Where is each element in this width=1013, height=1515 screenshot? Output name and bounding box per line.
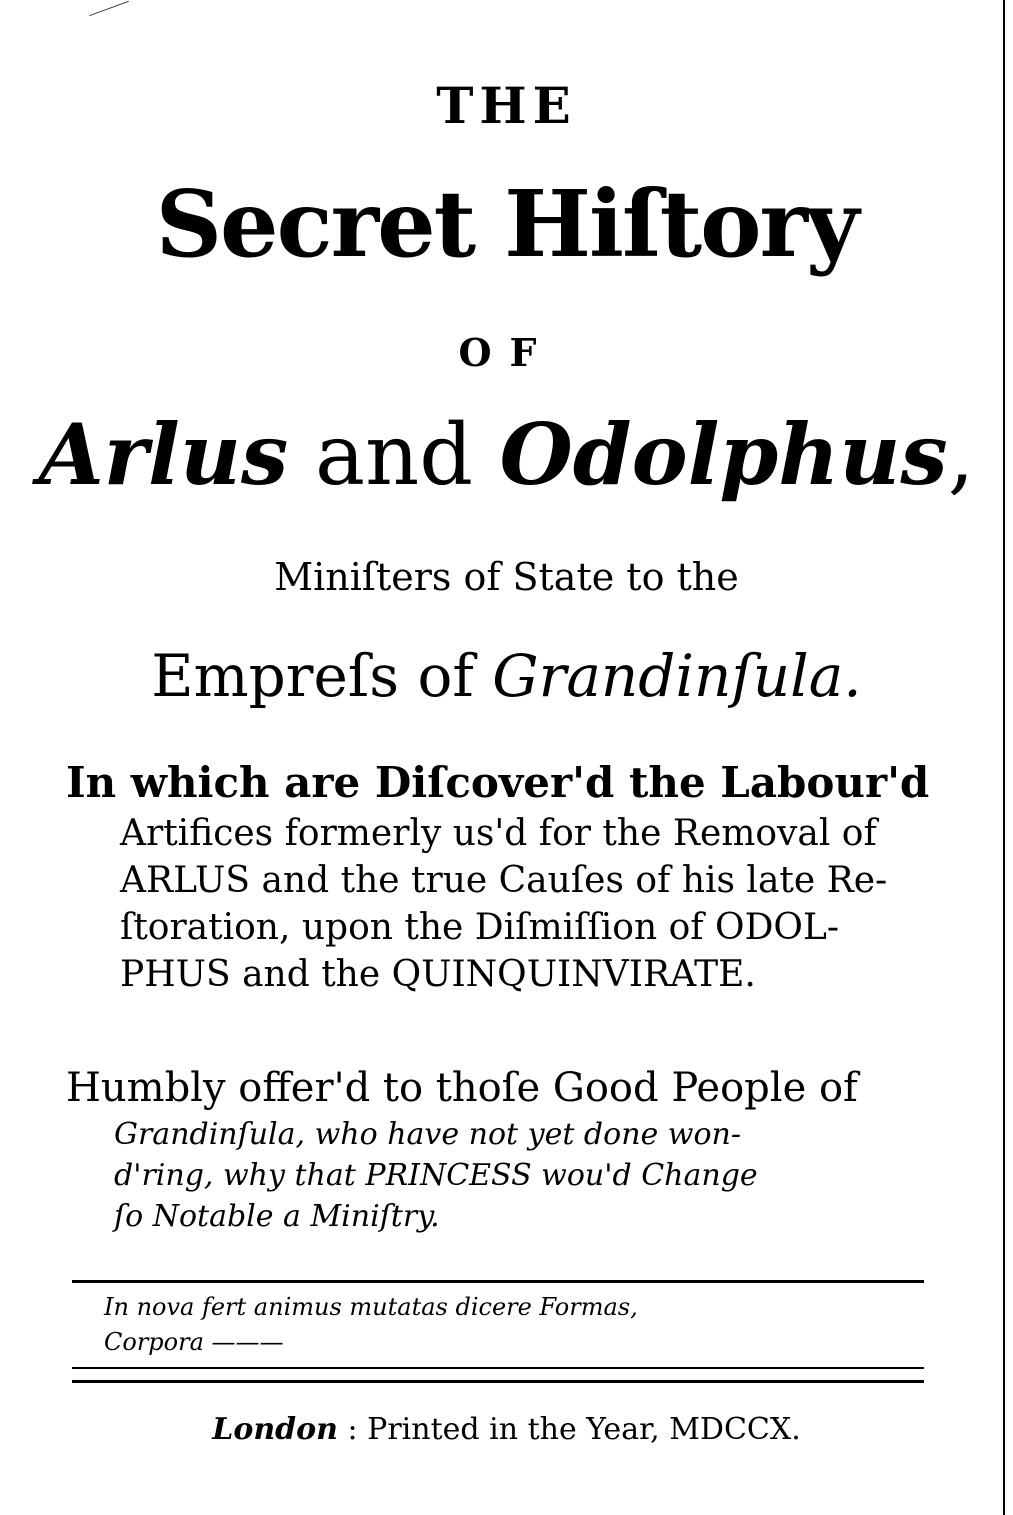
- divider-rule: [72, 1280, 924, 1283]
- divider-rule: [72, 1367, 924, 1369]
- imprint-city: London: [212, 1412, 338, 1447]
- description-line: In which are Diſcover'd the Labour'd: [66, 758, 930, 807]
- main-title: Secret Hiſtory: [155, 170, 858, 278]
- imprint-text: : Printed in the Year, MDCCX.: [347, 1412, 801, 1447]
- dedication-line: ſo Notable a Miniſtry.: [114, 1199, 440, 1234]
- corner-mark: [89, 1, 129, 16]
- divider-rule: [72, 1380, 924, 1383]
- motto-line: Corpora ———: [104, 1328, 284, 1356]
- name-arlus: Arlus: [38, 405, 289, 504]
- title-the: THE: [436, 76, 577, 135]
- description-line: PHUS and the QUINQUINVIRATE.: [120, 954, 756, 995]
- dedication-line: Humbly offer'd to thoſe Good People of: [66, 1065, 858, 1111]
- description-line: ſtoration, upon the Diſmiſſion of ODOL-: [120, 907, 840, 948]
- empress-place: Grandinſula.: [492, 642, 862, 710]
- subtitle-ministers: Miniſters of State to the: [274, 555, 739, 599]
- name-and: and: [315, 406, 473, 504]
- dedication-line: Grandinſula, who have not yet done won-: [114, 1117, 741, 1152]
- empress-prefix: Empreſs of: [151, 642, 474, 710]
- name-odolphus: Odolphus: [499, 405, 948, 504]
- motto-line: In nova fert animus mutatas dicere Formas,: [104, 1293, 638, 1321]
- dedication-line: d'ring, why that PRINCESS wou'd Change: [114, 1158, 758, 1193]
- title-names: [0, 405, 1013, 504]
- name-comma: ,: [947, 406, 975, 504]
- imprint: [0, 1412, 1013, 1447]
- description-line: ARLUS and the true Cauſes of his late Re-: [120, 860, 888, 901]
- subtitle-empress: [0, 642, 1013, 710]
- description-line: Artifices formerly us'd for the Removal of: [120, 813, 877, 854]
- description-paragraph: [66, 758, 946, 995]
- title-of: OF: [458, 330, 555, 375]
- dedication-paragraph: [66, 1065, 946, 1234]
